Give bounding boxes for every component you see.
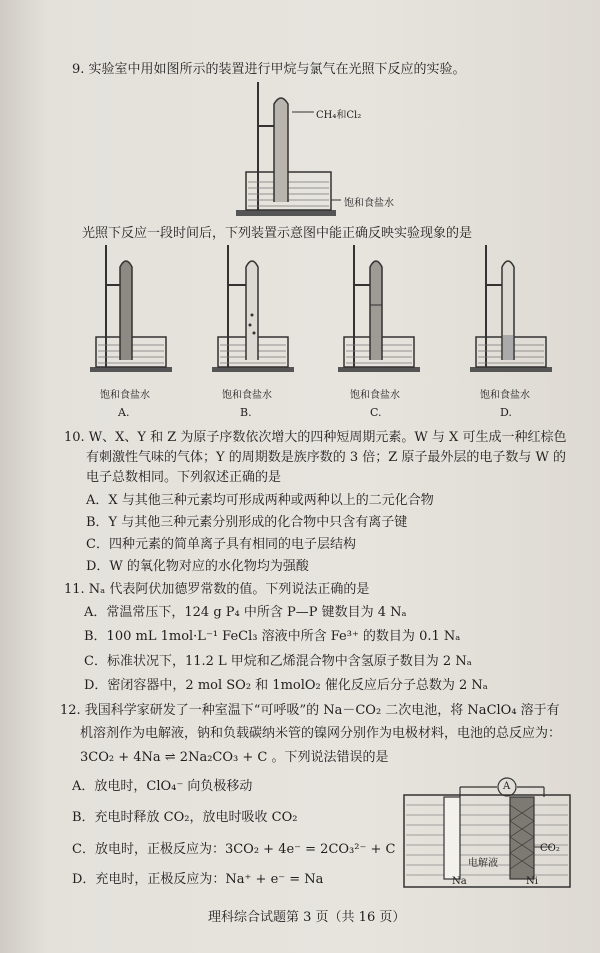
q12-co2-label: CO₂ [540,843,560,854]
q10-stem-line1: 10. W、X、Y 和 Z 为原子序数依次增大的四种短周期元素。W 与 X 可生成一种红棕色 [64,430,567,445]
q9-option-c-label: 饱和食盐水 [350,390,400,401]
q9-option-c-letter[interactable]: C. [370,406,382,419]
q12-option-a[interactable]: A．放电时，ClO₄⁻ 向负极移动 [72,779,253,794]
q12-stem-line1: 12. 我国科学家研发了一种室温下“可呼吸”的 Na－CO₂ 二次电池，将 NaClO₄ 溶于有 [60,703,560,718]
q9-option-d-letter[interactable]: D. [500,406,512,419]
q12-option-d[interactable]: D．充电时，正极反应为：Na⁺ + e⁻ = Na [72,872,324,887]
page-footer: 理科综合试题第 3 页（共 16 页） [208,910,406,925]
q9-option-d-apparatus[interactable] [470,245,570,375]
q12-stem-line3: 3CO₂ + 4Na ⇌ 2Na₂CO₃ + C 。下列说法错误的是 [80,750,389,765]
q11-option-d[interactable]: D．密闭容器中，2 mol SO₂ 和 1molO₂ 催化反应后分子总数为 2 Nₐ [84,678,488,693]
q10-stem-line2: 有刺激性气味的气体；Y 的周期数是族序数的 3 倍；Z 原子最外层的电子数与 W 的 [86,450,567,465]
q9-followup: 光照下反应一段时间后，下列装置示意图中能正确反映实验现象的是 [82,226,473,241]
q11-option-c[interactable]: C．标准状况下，11.2 L 甲烷和乙烯混合物中含氢原子数目为 2 Nₐ [84,654,472,669]
q9-option-d-label: 饱和食盐水 [480,390,530,401]
q9-main-apparatus [236,82,356,222]
q9-option-b-apparatus[interactable] [212,245,312,375]
q9-option-a-letter[interactable]: A. [118,406,130,419]
q9-solution-label: 饱和食盐水 [344,198,394,209]
q11-option-b[interactable]: B．100 mL 1mol·L⁻¹ FeCl₃ 溶液中所含 Fe³⁺ 的数目为 0.1 Nₐ [84,629,461,644]
q10-option-c[interactable]: C．四种元素的简单离子具有相同的电子层结构 [86,537,356,552]
q10-option-b[interactable]: B．Y 与其他三种元素分别形成的化合物中只含有离子键 [86,515,408,530]
q12-na-label: Na [452,876,467,887]
q12-ni-label: Ni [526,876,538,887]
q9-option-b-letter[interactable]: B. [240,406,252,419]
q9-option-a-label: 饱和食盐水 [100,390,150,401]
q12-ammeter-label: A [503,781,511,792]
q11-option-a[interactable]: A．常温常压下，124 g P₄ 中所含 P—P 键数目为 4 Nₐ [84,605,407,620]
q9-option-b-label: 饱和食盐水 [222,390,272,401]
q9-option-a-apparatus[interactable] [90,245,190,375]
q10-option-a[interactable]: A．X 与其他三种元素均可形成两种或两种以上的二元化合物 [86,493,434,508]
q10-stem-line3: 电子总数相同。下列叙述正确的是 [86,470,282,485]
q9-option-c-apparatus[interactable] [338,245,438,375]
q12-electrolyte-label: 电解液 [468,858,498,869]
q9-stem: 9. 实验室中用如图所示的装置进行甲烷与氯气在光照下反应的实验。 [72,62,466,77]
q12-battery-diagram [402,765,572,890]
q12-stem-line2: 机溶剂作为电解液，钠和负载碳纳米管的镍网分别作为电极材料，电池的总反应为： [80,726,562,741]
q10-option-d[interactable]: D．W 的氧化物对应的水化物均为强酸 [86,559,309,574]
q9-gas-label: CH₄和Cl₂ [316,110,362,121]
q12-option-b[interactable]: B．充电时释放 CO₂，放电时吸收 CO₂ [72,810,298,825]
q12-option-c[interactable]: C．放电时，正极反应为：3CO₂ + 4e⁻ = 2CO₃²⁻ + C [72,842,396,857]
q11-stem: 11. Nₐ 代表阿伏加德罗常数的值。下列说法正确的是 [64,582,370,597]
